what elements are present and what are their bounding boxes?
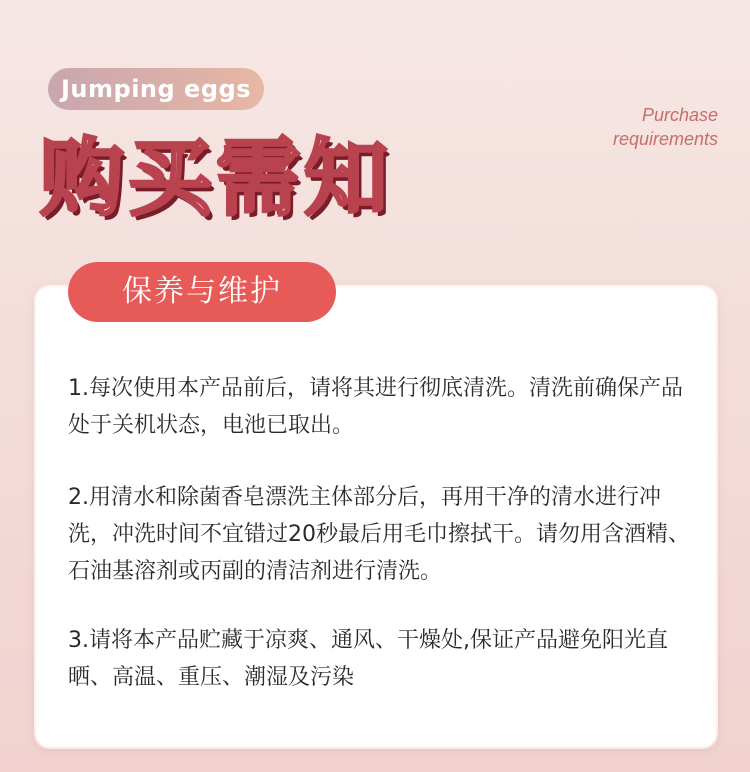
purchase-line-2: requirements	[612, 129, 718, 149]
section-tag: 保养与维护	[68, 262, 336, 322]
paragraph-rinsing: 2.用清水和除菌香皂漂洗主体部分后，再用干净的清水进行冲洗，冲洗时间不宜错过20秒最后用毛巾擦拭干。请勿用含酒精、石油基溶剂或丙副的清洁剂进行清洗。	[68, 485, 690, 584]
paragraph-cleaning: 1.每次使用本产品前后，请将其进行彻底清洗。清洗前确保产品处于关机状态，电池已取出。	[68, 376, 683, 438]
brand-pill: Jumping eggs	[48, 68, 264, 110]
page-title: 购买需知	[40, 129, 393, 227]
purchase-requirements-caption	[613, 103, 718, 151]
paragraph-storage: 3.请将本产品贮藏于凉爽、通风、干燥处,保证产品避免阳光直晒、高温、重压、潮湿及污染	[68, 628, 668, 690]
purchase-line-1: Purchase	[641, 105, 718, 125]
